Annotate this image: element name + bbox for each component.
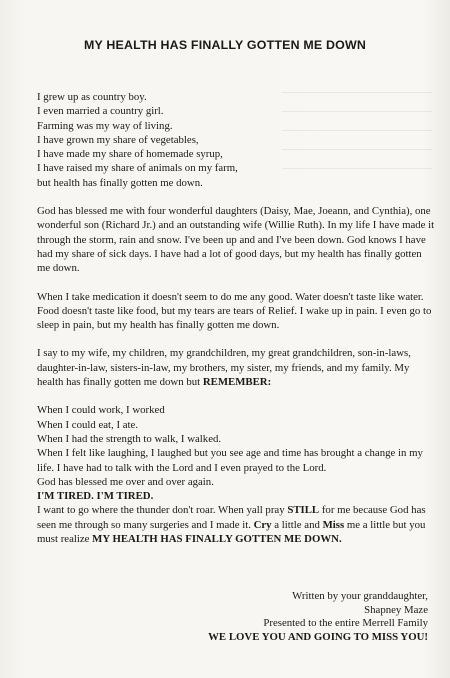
final-text: me a little but you must realize [37, 518, 426, 546]
final-emphasis: Miss [322, 518, 345, 531]
poem-line: I grew up as country boy. [37, 91, 147, 103]
final-text: I want to go where the thunder don't roar. When yall pray [37, 504, 285, 517]
final-emphasis: Cry [253, 518, 272, 531]
poem-line: When I could work, I worked [37, 404, 165, 417]
poem-line: I even married a country girl. [37, 105, 164, 118]
poem-line: I have made my share of homemade syrup, [37, 148, 223, 161]
poem-line: but health has finally gotten me down. [37, 176, 203, 189]
remember-emphasis: REMEMBER: [202, 376, 272, 389]
poem-body [37, 90, 437, 546]
final-text: a little and [274, 518, 320, 531]
poem-line: When I could eat, I ate. [37, 418, 139, 431]
stanza-when-i-could [37, 403, 437, 446]
poem-line: When I had the strength to walk, I walked. [37, 432, 222, 445]
closing-line: WE LOVE YOU AND GOING TO MISS YOU! [208, 630, 428, 643]
paragraph-remember [37, 346, 437, 389]
tired-line: I'M TIRED. I'M TIRED. [37, 490, 154, 503]
signature-written-by: Written by your granddaughter, [292, 590, 428, 602]
poem-line: I have raised my share of animals on my farm, [37, 162, 238, 175]
blessed-line: God has blessed me over and over again. [37, 475, 214, 488]
signature-block [208, 590, 428, 644]
paragraph-remember-text: I say to my wife, my children, my grandchildren, my great grandchildren, son-in-laws, daughter-in-law, sisters-in-law, my brothers, my sister, my friends, and my family. My health has finally gotten me down but [37, 347, 411, 389]
paragraph-final [37, 503, 437, 546]
final-emphasis: MY HEALTH HAS FINALLY GOTTEN ME DOWN. [92, 533, 342, 546]
signature-presented: Presented to the entire Merrell Family [263, 617, 428, 629]
poem-line: I have grown my share of vegetables, [37, 133, 199, 146]
final-emphasis: STILL [287, 504, 320, 517]
document-title: MY HEALTH HAS FINALLY GOTTEN ME DOWN [83, 38, 367, 52]
stanza-country-boy [37, 90, 437, 190]
poem-line: Farming was my way of living. [37, 119, 173, 132]
signature-author: Shapney Maze [364, 603, 428, 616]
paragraph-family: God has blessed me with four wonderful daughters (Daisy, Mae, Joeann, and Cynthia), one wonderful son (Richard Jr.) and an outstanding wife (Willie Ruth). In my life I have made it through the storm, rain and snow. I've been up and and I've been down. God knows I have had my share of sick days. I have had a lot of good days, but my health has finally gotten me down. [37, 205, 435, 275]
paragraph-laughing: When I felt like laughing, I laughed but you see age and time has brought a change in my life. I have had to talk with the Lord and I even prayed to the Lord. [37, 447, 423, 474]
paragraph-medication: When I take medication it doesn't seem to do me any good. Water doesn't taste like water. Food doesn't taste like food, but my tears are tears of Relief. I wake up in pain. I even go to sleep in pain, but my health has finally gotten me down. [37, 290, 432, 332]
final-text: for me because God has seen me through so many surgeries and I made it. [37, 504, 426, 531]
